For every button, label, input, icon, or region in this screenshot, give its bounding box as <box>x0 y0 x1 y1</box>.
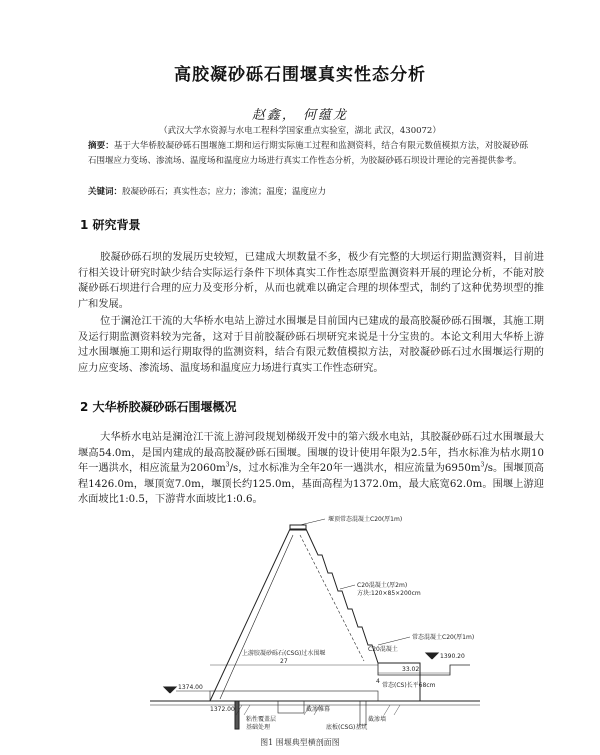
cutoff-wall <box>235 701 239 729</box>
label-elevation-1390: 1390.20 <box>440 653 465 660</box>
label-crest-concrete: 堰顶常态混凝土C20(厚1m) <box>328 516 403 523</box>
superscript-3: 3 <box>225 461 230 469</box>
paper-affiliation: （武汉大学水资源与水电工程科学国家重点实验室，湖北 武汉，430072） <box>159 126 441 136</box>
section-1-paragraph-2 <box>78 314 544 376</box>
label-dim-small: 4 <box>376 678 380 685</box>
label-downstream-concrete: 常态混凝土C20(厚1m) <box>412 634 475 641</box>
section-1-paragraph-1-text: 胶凝砂砾石坝的发展历史较短，已建成大坝数量不多，极少有完整的大坝运行期监测资料，目前进行相关设计研究时缺少结合实际运行条件下坝体真实工作性态原型监测资料开展的理论分析，不能对胶凝砂砾石坝进行合理的应力及变形分析，从而也就难以确定合理的坝体型式，制约了这种优势坝型的推广和发展。 <box>78 252 544 310</box>
label-step: C20混凝土 <box>368 646 398 653</box>
section-1-paragraph-2-text: 位于澜沧江干流的大华桥水电站上游过水围堰是目前国内已建成的最高胶凝砂砾石围堰，其施工期及运行期监测资料较为完备，这对于目前胶凝砂砾石坝研究来说是十分宝贵的。本论文利用大华桥上游过水围堰施工期和运行期取得的监测资料，结合有限元数值模拟方法，对胶凝砂砾石过水围堰运行期的应力应变场、渗流场、温度场和温度应力场进行真实工作性态研究。 <box>78 316 544 374</box>
label-slope-concrete: C20混凝土(厚2m) <box>357 582 408 589</box>
pit <box>360 701 366 725</box>
label-base-elevation: 1372.00 <box>210 706 235 713</box>
label-seepage-box: 截渗帷幕 <box>306 706 331 713</box>
section-2-text-c: /s。围堰顶高程1426.0m，堰顶宽7.0m，堰顶长约125.0m，基面高程为1372.0m，最大底宽62.0m。围堰上游迎水面坡比1:0.5，下游背水面坡比1:0.6。 <box>78 463 544 506</box>
label-slab: 底板(CSG)基坑 <box>326 724 368 731</box>
stilling-basin <box>378 663 470 675</box>
upstream-inner-line <box>220 535 293 699</box>
section-2-text-a: 大华桥水电站是澜沧江干流上游河段规划梯级开发中的第六级水电站，其胶凝砂砾石过水围堰最大堰高54.0m，是国内建成的最高胶凝砂砾石围堰。围堰的设计使用年限为2.5年，挡水标准为枯水期10年一遇洪水，相应流量为2060m <box>78 432 544 475</box>
paper-title: 高胶凝砂砾石围堰真实性态分析 <box>174 65 426 85</box>
abstract <box>88 139 528 168</box>
label-foundation-note: 基础处理 <box>246 724 271 731</box>
base-slab <box>210 691 378 701</box>
label-body: 上游胶凝砂砾石(CSG)过水围堰 <box>242 650 326 657</box>
keywords <box>88 185 528 197</box>
paper-authors: 赵鑫， 何蕴龙 <box>251 108 349 123</box>
figure-caption: 图1 围堰典型横剖面图 <box>260 738 340 747</box>
keywords-text: 胶凝砂砾石；真实性态；应力；渗流；温度；温度应力 <box>122 187 327 197</box>
downstream-elev-marker <box>426 653 438 659</box>
downstream-inner-line <box>300 535 364 661</box>
label-block-spec: 方块:120×85×200cm <box>357 590 421 597</box>
label-blanket: 粘性覆盖层 <box>246 716 277 723</box>
section-2-heading: 2 大华桥胶凝砂砾石围堰概况 <box>80 400 237 414</box>
section-1-paragraph-1 <box>78 250 544 312</box>
upstream-water-marker <box>164 687 176 693</box>
cross-section-figure <box>150 515 480 733</box>
section-1-heading: 1 研究背景 <box>80 218 141 232</box>
keywords-label: 关键词： <box>88 187 123 197</box>
section-2-paragraph-1 <box>78 430 544 508</box>
label-dim-left: 27 <box>280 658 288 665</box>
leader-crest <box>300 519 325 525</box>
upstream-face <box>210 529 306 701</box>
abstract-text: 基于大华桥胶凝砂砾石围堰施工期和运行期实际施工过程和监测资料，结合有限元数值模拟方法，对胶凝砂砾石围堰应力变场、渗流场、温度场和温度应力场进行真实工作性态分析，为胶凝砂砾石坝设计理论的完善提供参考。 <box>88 141 528 166</box>
label-water-level: 1374.00 <box>178 684 203 691</box>
label-chute-note: 常态(CS)长平68cm <box>382 682 436 689</box>
seepage-box <box>278 701 304 713</box>
leader-downstream <box>378 637 410 645</box>
superscript-3: 3 <box>480 461 485 469</box>
label-dim-right: 33.02 <box>402 666 420 673</box>
section-2-text-b: /s，过水标准为全年20年一遇洪水，相应流量为6950m <box>229 463 481 475</box>
leader-slope <box>340 585 355 589</box>
label-cutoff: 截渗墙 <box>368 716 387 723</box>
abstract-label: 摘要： <box>88 141 114 151</box>
